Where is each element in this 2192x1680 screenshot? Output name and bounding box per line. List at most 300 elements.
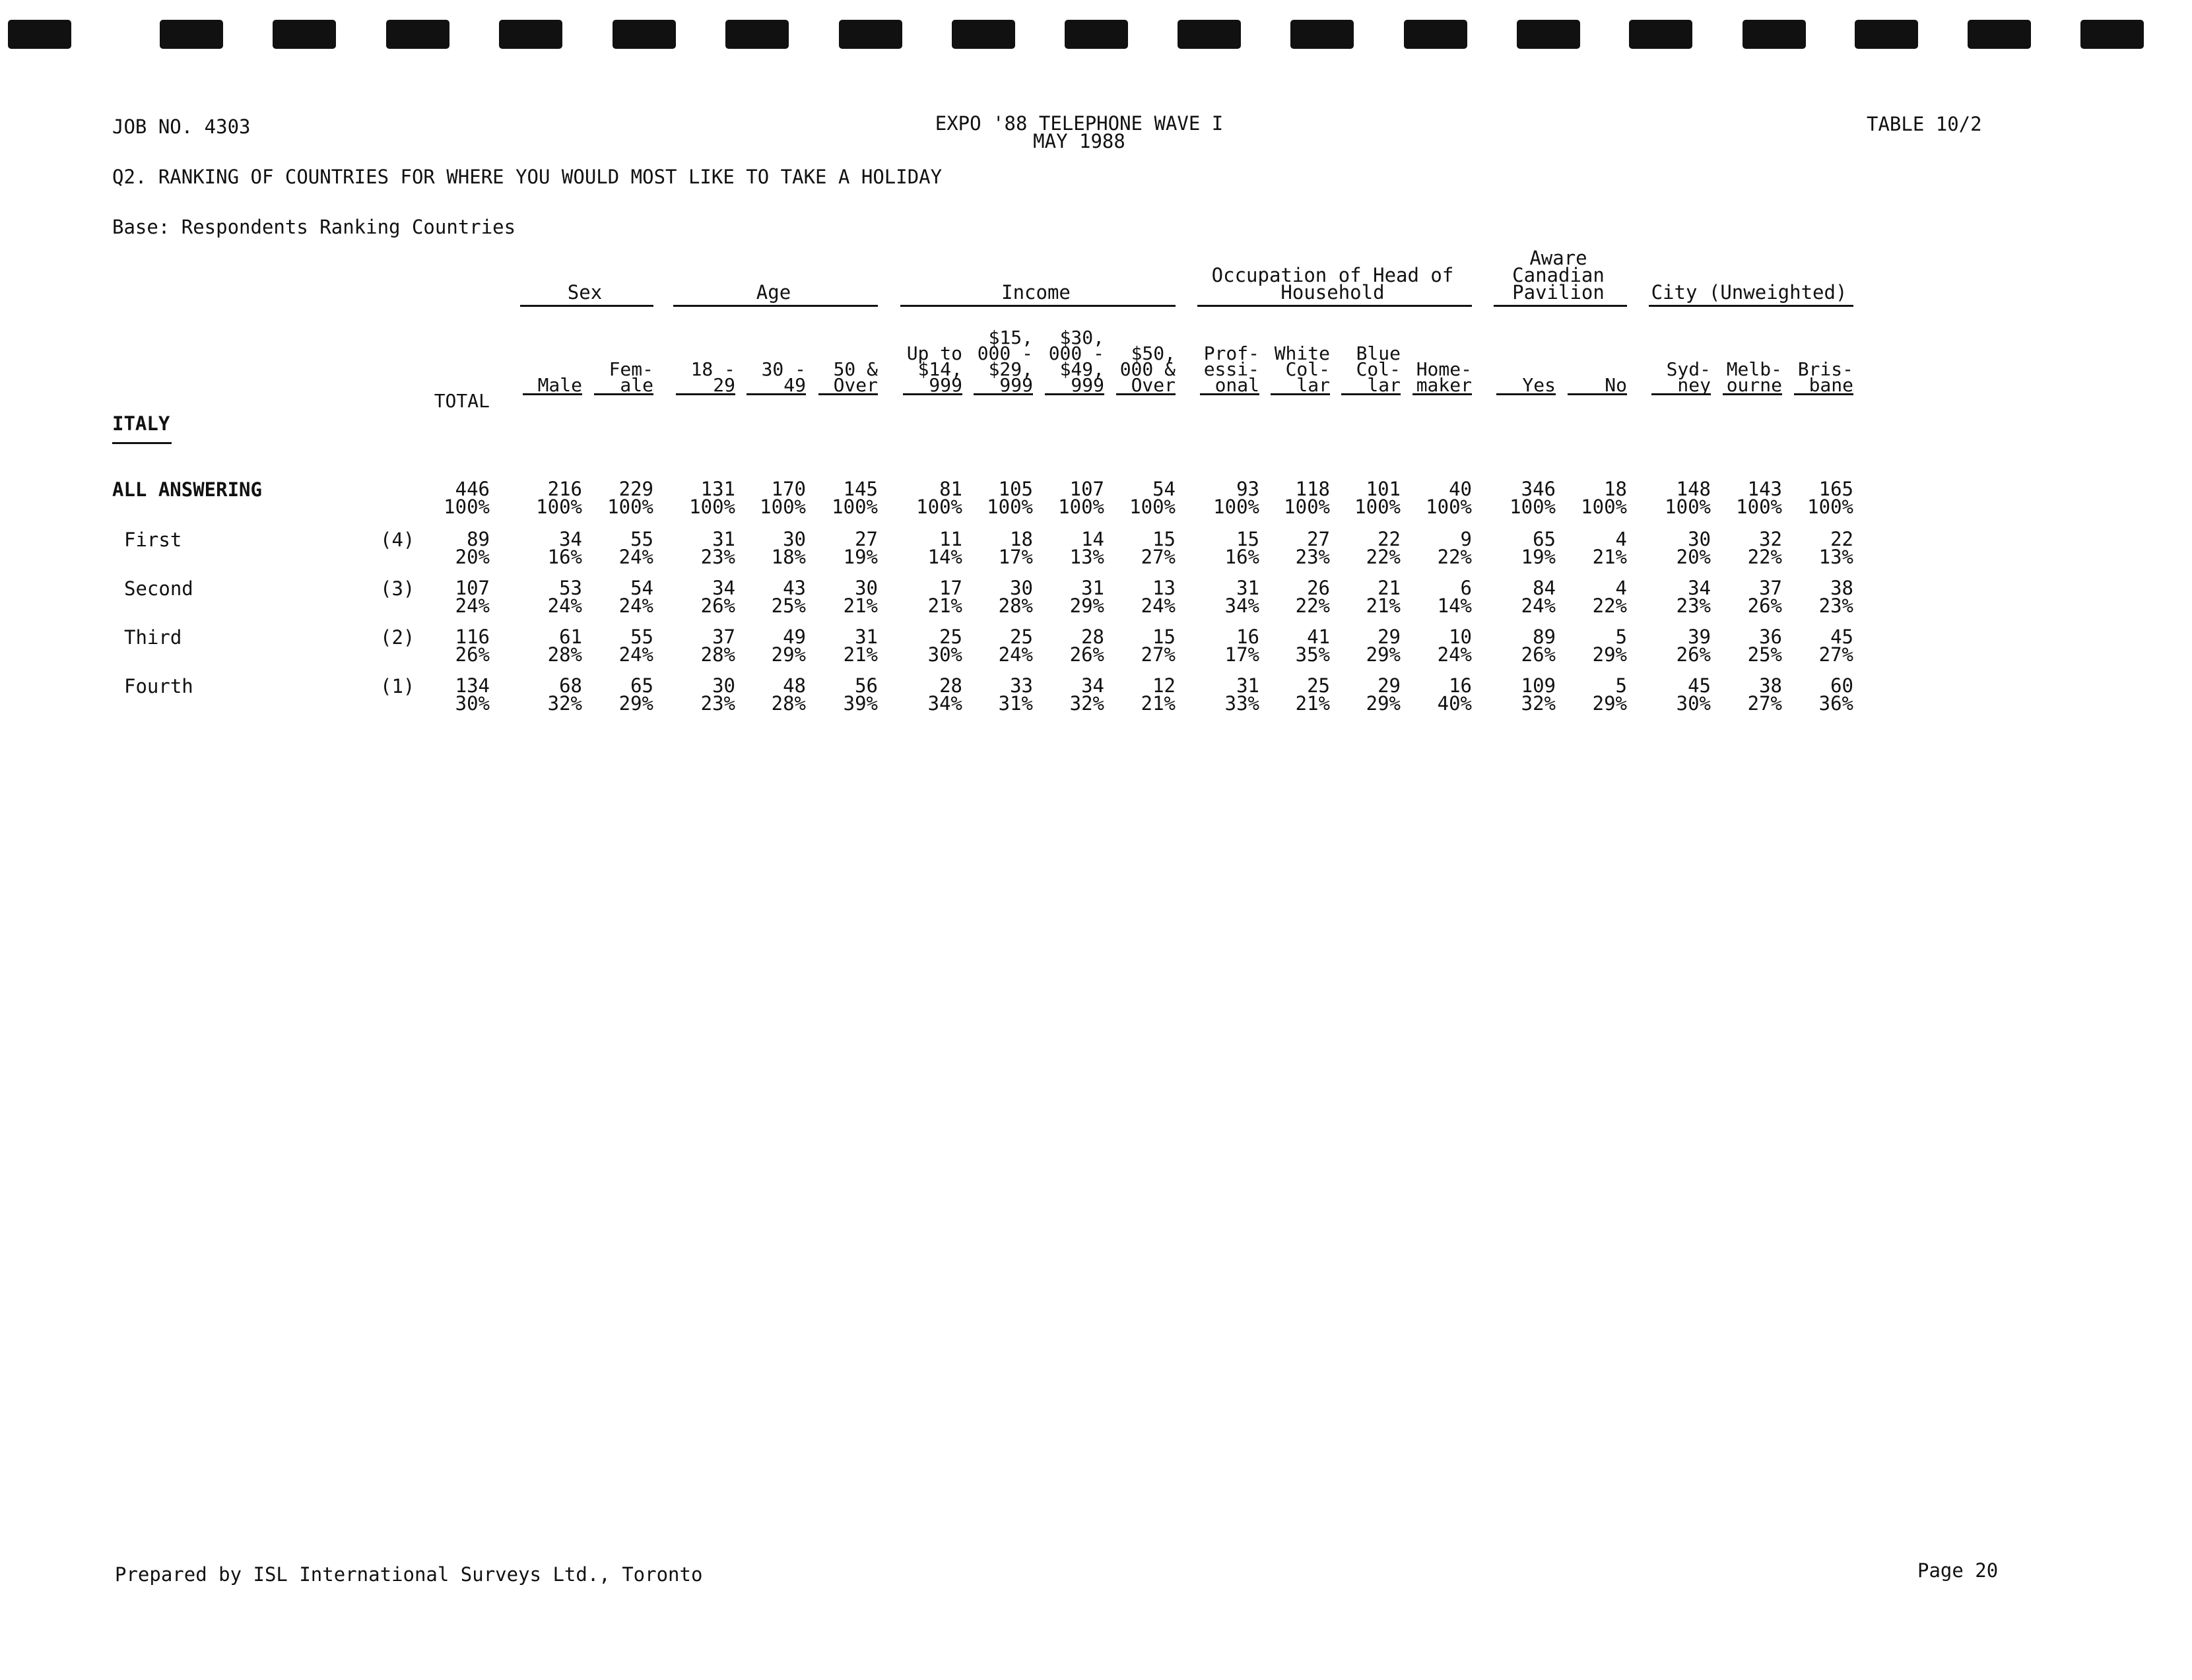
table-cell [676, 480, 735, 516]
cell-percent: 29% [1592, 692, 1627, 715]
cell-count: 48 [783, 674, 806, 697]
cell-percent: 33% [1224, 692, 1259, 715]
table-cell [1045, 628, 1104, 664]
column-header-inc-50000-over [1116, 311, 1176, 395]
banner-group-label: Occupation of Head of [1211, 264, 1454, 286]
table-cell [1200, 579, 1259, 615]
table-cell [747, 674, 806, 715]
cell-count: 216 [547, 478, 582, 500]
table-cell [1200, 480, 1259, 516]
cell-count: 15 [1236, 528, 1259, 550]
table-cell [1568, 480, 1627, 516]
cell-count: 10 [1449, 626, 1472, 648]
column-header-age-50-over [818, 311, 878, 395]
cell-percent: 26% [700, 595, 735, 617]
table-cell [1045, 528, 1104, 568]
column-header-label: Syd- ney [1666, 358, 1711, 396]
row-rank-points: (2) [380, 626, 415, 649]
cell-percent: 40% [1437, 692, 1472, 715]
cell-count: 25 [1307, 674, 1330, 697]
table-cell [1568, 674, 1627, 715]
cell-percent: 100% [1129, 496, 1176, 518]
perforation-hole [1178, 20, 1241, 49]
cell-percent: 13% [1818, 546, 1853, 568]
table-cell [1116, 674, 1176, 715]
cell-count: 101 [1366, 478, 1401, 500]
section-title: ITALY [112, 412, 170, 435]
table-cell [818, 579, 878, 615]
table-cell [974, 579, 1033, 615]
table-cell [1116, 628, 1176, 664]
section-underline [112, 442, 172, 444]
cell-count: 89 [467, 528, 490, 550]
cell-count: 105 [998, 478, 1033, 500]
table-cell [1794, 674, 1853, 715]
table-cell [430, 628, 490, 664]
column-header-age-18-29 [676, 311, 735, 395]
table-cell [430, 674, 490, 715]
cell-percent: 100% [832, 496, 878, 518]
cell-percent: 22% [1295, 595, 1330, 617]
cell-count: 4 [1615, 577, 1627, 599]
cell-count: 148 [1676, 478, 1711, 500]
perforation-hole [160, 20, 223, 49]
cell-count: 31 [712, 528, 735, 550]
cell-count: 17 [939, 577, 962, 599]
row-rank-points: (4) [380, 529, 415, 551]
cell-percent: 16% [1224, 546, 1259, 568]
cell-count: 34 [1081, 674, 1104, 697]
row-label: Fourth [124, 675, 193, 697]
table-cell [1794, 628, 1853, 664]
cell-percent: 27% [1818, 643, 1853, 666]
cell-percent: 31% [998, 692, 1033, 715]
cell-percent: 26% [1676, 643, 1711, 666]
column-header-label: $30, 000 - $49, 999 [1048, 327, 1104, 396]
table-cell [747, 628, 806, 664]
table-cell [594, 674, 653, 715]
table-cell [1271, 579, 1330, 615]
table-cell [1116, 480, 1176, 516]
cell-count: 25 [939, 626, 962, 648]
table-cell [1496, 674, 1556, 715]
table-cell [1651, 480, 1711, 516]
page-number: Page 20 [1917, 1559, 1999, 1582]
cell-percent: 29% [771, 643, 806, 666]
cell-count: 170 [771, 478, 806, 500]
cell-count: 65 [630, 674, 653, 697]
cell-percent: 17% [1224, 643, 1259, 666]
cell-percent: 21% [1295, 692, 1330, 715]
cell-count: 107 [455, 577, 490, 599]
cell-count: 28 [939, 674, 962, 697]
column-header-label: 18 - 29 [690, 358, 735, 396]
row-label: Second [124, 577, 193, 600]
table-cell [818, 528, 878, 568]
table-cell [1271, 528, 1330, 568]
cell-count: 81 [939, 478, 962, 500]
cell-percent: 29% [618, 692, 653, 715]
cell-count: 37 [712, 626, 735, 648]
cell-percent: 35% [1295, 643, 1330, 666]
report-title [884, 112, 1274, 152]
table-cell [1412, 674, 1472, 715]
cell-count: 32 [1759, 528, 1782, 550]
column-header-aware-no [1568, 311, 1627, 395]
banner-group-label: Sex [567, 281, 603, 304]
cell-percent: 100% [607, 496, 653, 518]
column-header-total [430, 327, 490, 412]
table-cell [523, 528, 582, 568]
banner-group-label: Income [1001, 281, 1071, 304]
banner-group-age [669, 281, 878, 304]
perforation-hole [1629, 20, 1692, 49]
cell-count: 9 [1460, 528, 1472, 550]
table-cell [818, 674, 878, 715]
cell-count: 22 [1830, 528, 1853, 550]
cell-percent: 100% [1354, 496, 1401, 518]
cell-percent: 100% [987, 496, 1033, 518]
table-cell [1794, 528, 1853, 568]
cell-count: 40 [1449, 478, 1472, 500]
table-cell [974, 528, 1033, 568]
table-cell [594, 480, 653, 516]
table-cell [523, 674, 582, 715]
cell-percent: 24% [547, 595, 582, 617]
cell-count: 45 [1688, 674, 1711, 697]
table-cell [974, 628, 1033, 664]
cell-count: 145 [843, 478, 878, 500]
cell-percent: 34% [1224, 595, 1259, 617]
perforation-hole [273, 20, 336, 49]
table-cell [1723, 628, 1782, 664]
cell-count: 143 [1747, 478, 1782, 500]
table-cell [1651, 528, 1711, 568]
report-title-line2: MAY 1988 [1033, 130, 1125, 152]
cell-count: 5 [1615, 626, 1627, 648]
table-cell [676, 579, 735, 615]
perforation-hole [1065, 20, 1128, 49]
cell-percent: 24% [998, 643, 1033, 666]
base-text: Base: Respondents Ranking Countries [112, 216, 516, 238]
cell-percent: 23% [1818, 595, 1853, 617]
cell-count: 229 [618, 478, 653, 500]
table-cell [430, 579, 490, 615]
cell-percent: 100% [1665, 496, 1711, 518]
table-cell [430, 528, 490, 568]
cell-count: 4 [1615, 528, 1627, 550]
banner-group-label: Age [756, 281, 791, 304]
table-cell [1116, 528, 1176, 568]
banner-group-rule [1494, 305, 1627, 307]
column-header-label: Fem- ale [609, 358, 653, 396]
cell-percent: 100% [1510, 496, 1556, 518]
cell-percent: 26% [1747, 595, 1782, 617]
table-cell [1651, 579, 1711, 615]
cell-count: 65 [1533, 528, 1556, 550]
cell-percent: 30% [1676, 692, 1711, 715]
table-cell [1200, 674, 1259, 715]
banner-group-label: Aware [1529, 247, 1587, 269]
table-cell [523, 579, 582, 615]
perforation-hole [839, 20, 902, 49]
cell-count: 34 [712, 577, 735, 599]
banner-group-city [1645, 281, 1853, 304]
column-header-homemaker [1412, 311, 1472, 395]
cell-count: 30 [712, 674, 735, 697]
banner-group-label: Pavilion [1512, 281, 1605, 304]
perforation-hole [1968, 20, 2031, 49]
cell-count: 49 [783, 626, 806, 648]
column-header-label: White Col- lar [1274, 342, 1330, 396]
cell-percent: 100% [916, 496, 962, 518]
perforation-hole [499, 20, 562, 49]
cell-percent: 19% [1521, 546, 1556, 568]
table-cell [747, 579, 806, 615]
question-text: Q2. RANKING OF COUNTRIES FOR WHERE YOU WOULD MOST LIKE TO TAKE A HOLIDAY [112, 166, 943, 188]
cell-percent: 17% [998, 546, 1033, 568]
cell-percent: 25% [1747, 643, 1782, 666]
banner-group-rule [673, 305, 878, 307]
cell-count: 109 [1521, 674, 1556, 697]
perforation-hole [1517, 20, 1580, 49]
table-cell [1723, 528, 1782, 568]
table-cell [903, 480, 962, 516]
cell-count: 34 [1688, 577, 1711, 599]
cell-percent: 21% [843, 595, 878, 617]
banner-group-label: City (Unweighted) [1651, 281, 1847, 304]
cell-percent: 22% [1747, 546, 1782, 568]
cell-percent: 32% [1521, 692, 1556, 715]
cell-count: 41 [1307, 626, 1330, 648]
cell-count: 131 [700, 478, 735, 500]
table-cell [523, 628, 582, 664]
cell-percent: 21% [1592, 546, 1627, 568]
cell-percent: 26% [1069, 643, 1104, 666]
banner-group-aware [1490, 247, 1627, 304]
cell-percent: 34% [927, 692, 962, 715]
column-header-label: Male [537, 374, 582, 396]
table-cell [1045, 480, 1104, 516]
cell-count: 27 [855, 528, 878, 550]
cell-percent: 14% [1437, 595, 1472, 617]
cell-percent: 24% [1141, 595, 1176, 617]
cell-percent: 22% [1592, 595, 1627, 617]
cell-percent: 27% [1747, 692, 1782, 715]
table-cell [1723, 480, 1782, 516]
perforation-hole [725, 20, 789, 49]
table-cell [903, 528, 962, 568]
table-cell [1412, 528, 1472, 568]
cell-count: 54 [630, 577, 653, 599]
column-header-label: $50, 000 & Over [1119, 342, 1176, 396]
column-header-label: No [1605, 374, 1627, 396]
cell-count: 89 [1533, 626, 1556, 648]
table-cell [1200, 628, 1259, 664]
table-cell [974, 674, 1033, 715]
cell-count: 18 [1604, 478, 1627, 500]
cell-percent: 27% [1141, 643, 1176, 666]
cell-count: 346 [1521, 478, 1556, 500]
table-cell [1568, 579, 1627, 615]
cell-count: 33 [1010, 674, 1033, 697]
perforation-hole [613, 20, 676, 49]
table-cell [1568, 528, 1627, 568]
cell-count: 14 [1081, 528, 1104, 550]
cell-percent: 18% [771, 546, 806, 568]
cell-count: 43 [783, 577, 806, 599]
cell-percent: 30% [455, 692, 490, 715]
cell-count: 11 [939, 528, 962, 550]
cell-count: 61 [559, 626, 582, 648]
cell-count: 38 [1830, 577, 1853, 599]
table-cell [1341, 480, 1401, 516]
cell-percent: 21% [1141, 692, 1176, 715]
table-cell [747, 528, 806, 568]
cell-percent: 27% [1141, 546, 1176, 568]
cell-count: 118 [1295, 478, 1330, 500]
cell-percent: 24% [618, 595, 653, 617]
cell-percent: 26% [455, 643, 490, 666]
table-cell [818, 480, 878, 516]
cell-percent: 100% [1736, 496, 1782, 518]
cell-count: 29 [1378, 626, 1401, 648]
cell-count: 54 [1152, 478, 1176, 500]
table-cell [1496, 579, 1556, 615]
row-rank-points: (1) [380, 675, 415, 697]
column-header-male [523, 311, 582, 395]
table-cell [594, 579, 653, 615]
table-cell [523, 480, 582, 516]
cell-count: 22 [1378, 528, 1401, 550]
banner-group-rule [520, 305, 653, 307]
table-number: TABLE 10/2 [1867, 113, 1982, 135]
perforation-hole [386, 20, 449, 49]
cell-percent: 100% [1213, 496, 1259, 518]
cell-percent: 24% [1437, 643, 1472, 666]
column-header-white-collar [1271, 311, 1330, 395]
banner-group-income [896, 281, 1176, 304]
column-header-label: Blue Col- lar [1356, 342, 1401, 396]
column-header-age-30-49 [747, 311, 806, 395]
table-cell [1412, 579, 1472, 615]
table-cell [747, 480, 806, 516]
job-number: JOB NO. 4303 [112, 115, 251, 138]
column-header-inc-30000-49999 [1045, 311, 1104, 395]
cell-count: 25 [1010, 626, 1033, 648]
cell-percent: 21% [843, 643, 878, 666]
cell-percent: 29% [1069, 595, 1104, 617]
table-cell [1341, 628, 1401, 664]
cell-count: 15 [1152, 626, 1176, 648]
cell-count: 31 [1236, 674, 1259, 697]
cell-percent: 24% [618, 643, 653, 666]
cell-count: 134 [455, 674, 490, 697]
cell-percent: 100% [1284, 496, 1330, 518]
cell-count: 31 [855, 626, 878, 648]
cell-percent: 100% [689, 496, 735, 518]
cell-count: 165 [1818, 478, 1853, 500]
banner-group-label: Household [1280, 281, 1385, 304]
cell-count: 55 [630, 626, 653, 648]
cell-count: 55 [630, 528, 653, 550]
cell-percent: 28% [700, 643, 735, 666]
row-label: ALL ANSWERING [112, 478, 262, 501]
cell-percent: 100% [536, 496, 582, 518]
column-header-melbourne [1723, 311, 1782, 395]
column-header-label: 50 & Over [833, 358, 878, 396]
cell-percent: 24% [1521, 595, 1556, 617]
cell-count: 5 [1615, 674, 1627, 697]
cell-percent: 23% [700, 692, 735, 715]
table-cell [1794, 480, 1853, 516]
cell-percent: 32% [547, 692, 582, 715]
cell-count: 29 [1378, 674, 1401, 697]
cell-percent: 23% [1295, 546, 1330, 568]
row-label: First [124, 529, 182, 551]
column-header-inc-up-to-14999 [903, 311, 962, 395]
cell-percent: 19% [843, 546, 878, 568]
table-cell [1341, 674, 1401, 715]
cell-percent: 24% [455, 595, 490, 617]
table-cell [1271, 628, 1330, 664]
cell-percent: 23% [700, 546, 735, 568]
table-cell [1412, 628, 1472, 664]
cell-count: 68 [559, 674, 582, 697]
column-header-label: TOTAL [434, 390, 490, 412]
table-cell [676, 628, 735, 664]
cell-count: 30 [1688, 528, 1711, 550]
cell-count: 31 [1081, 577, 1104, 599]
column-header-label: Up to $14, 999 [906, 342, 962, 396]
cell-count: 45 [1830, 626, 1853, 648]
cell-count: 12 [1152, 674, 1176, 697]
table-cell [1341, 579, 1401, 615]
cell-count: 446 [455, 478, 490, 500]
cell-percent: 100% [444, 496, 490, 518]
cell-count: 93 [1236, 478, 1259, 500]
cell-count: 28 [1081, 626, 1104, 648]
table-cell [1496, 528, 1556, 568]
table-cell [430, 480, 490, 516]
banner-group-sex [516, 281, 653, 304]
table-cell [1341, 528, 1401, 568]
row-rank-points: (3) [380, 577, 415, 600]
cell-percent: 20% [455, 546, 490, 568]
column-header-inc-15000-29999 [974, 311, 1033, 395]
column-header-female [594, 311, 653, 395]
cell-percent: 30% [927, 643, 962, 666]
column-header-label: Home- maker [1416, 358, 1472, 396]
cell-percent: 21% [1366, 595, 1401, 617]
cell-percent: 100% [1807, 496, 1853, 518]
perforation-hole [1743, 20, 1806, 49]
cell-percent: 29% [1366, 692, 1401, 715]
table-cell [1496, 628, 1556, 664]
cell-count: 39 [1688, 626, 1711, 648]
cell-percent: 100% [760, 496, 806, 518]
cell-count: 53 [559, 577, 582, 599]
column-header-professional [1200, 311, 1259, 395]
table-cell [1651, 628, 1711, 664]
table-cell [1045, 674, 1104, 715]
table-cell [594, 528, 653, 568]
cell-percent: 100% [1426, 496, 1472, 518]
column-header-sydney [1651, 311, 1711, 395]
column-header-label: 30 - 49 [761, 358, 806, 396]
table-cell [1412, 480, 1472, 516]
cell-percent: 36% [1818, 692, 1853, 715]
